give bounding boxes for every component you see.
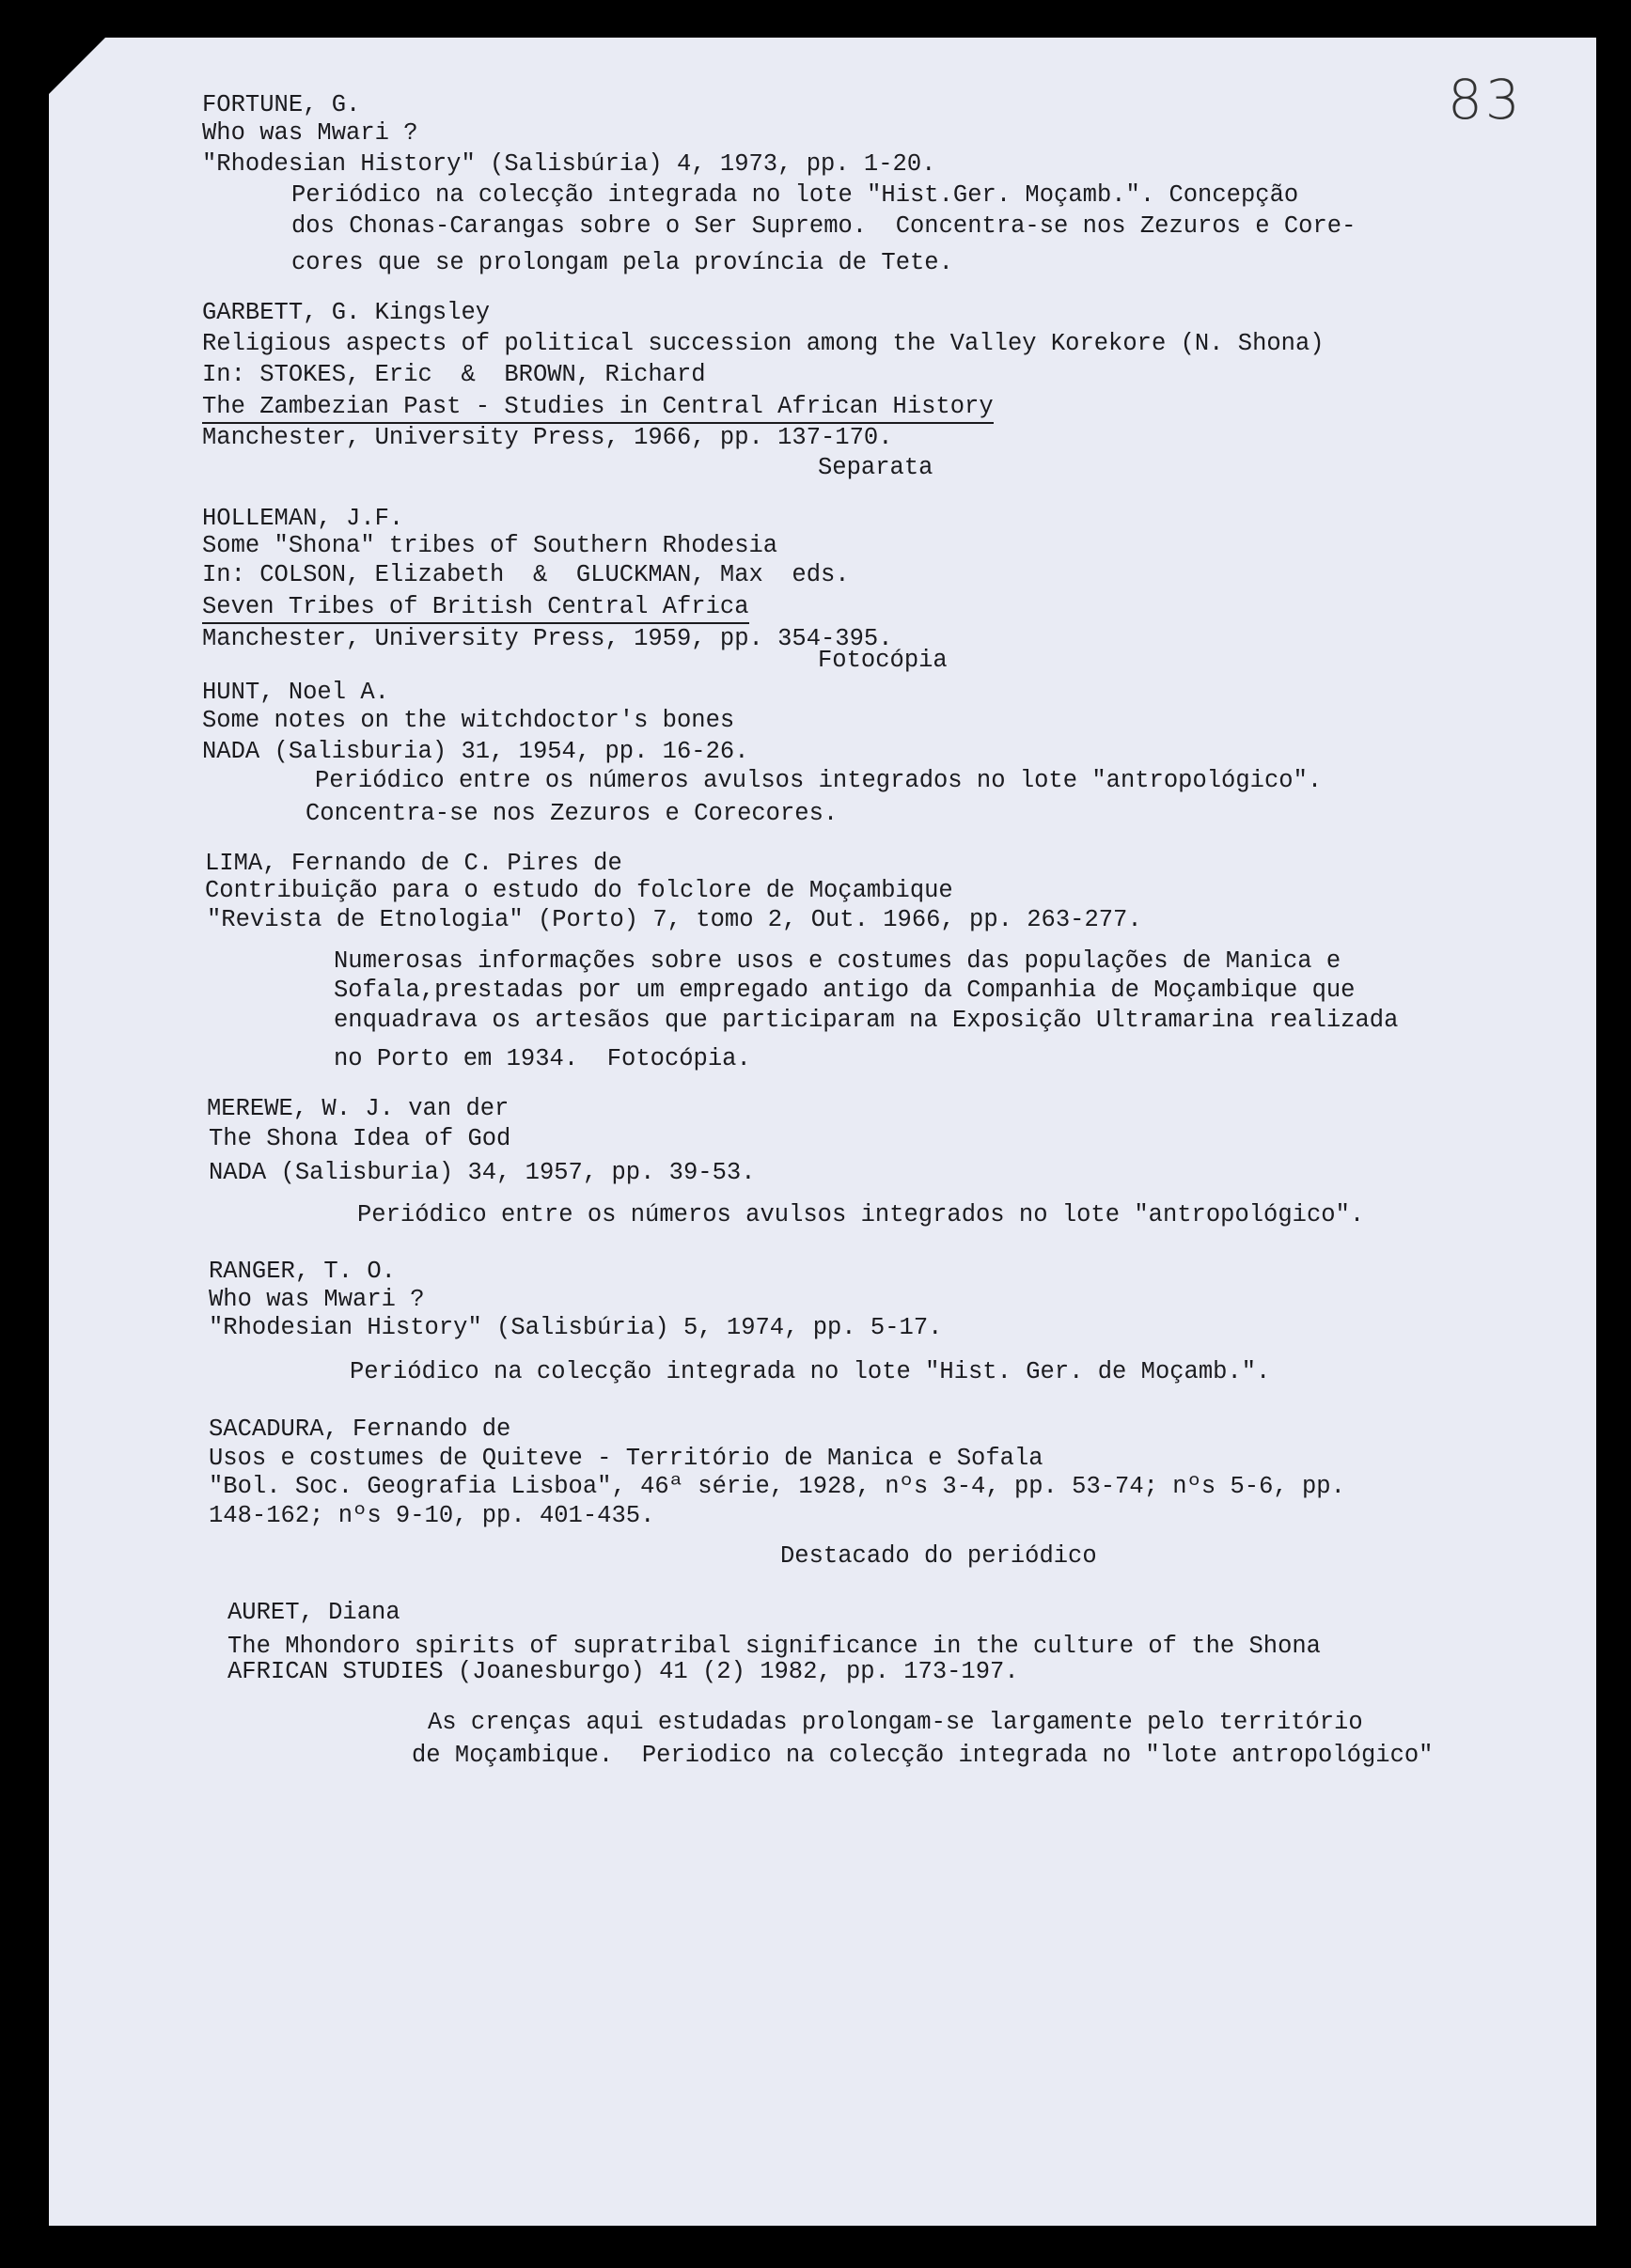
entry-title: Who was Mwari ? [209,1286,425,1313]
entry-note: Fotocópia [818,647,948,674]
entry-note: Destacado do periódico [780,1542,1097,1570]
entry-author: HUNT, Noel A. [202,679,389,706]
entry-note: Periódico na colecção integrada no lote "Hist.Ger. Moçamb.". Concepção [291,181,1299,209]
entry-author: HOLLEMAN, J.F. [202,505,404,532]
entry-author: LIMA, Fernando de C. Pires de [205,850,622,877]
entry-note: Sofala,prestadas por um empregado antigo da Companhia de Moçambique que [334,977,1356,1004]
entry-source: "Rhodesian History" (Salisbúria) 4, 1973, pp. 1-20. [202,150,936,178]
folded-corner [49,38,105,94]
entry-note: Periódico na colecção integrada no lote "Hist. Ger. de Moçamb.". [350,1358,1271,1385]
entry-editors: In: COLSON, Elizabeth & GLUCKMAN, Max eds. [202,561,850,588]
entry-editors: In: STOKES, Eric & BROWN, Richard [202,361,706,388]
entry-author: RANGER, T. O. [209,1258,396,1285]
entry-note: dos Chonas-Carangas sobre o Ser Supremo. Concentra-se nos Zezuros e Core- [291,212,1357,240]
entry-title: Contribuição para o estudo do folclore de Moçambique [205,877,953,904]
entry-source: "Bol. Soc. Geografia Lisboa", 46ª série, 1928, nºs 3-4, pp. 53-74; nºs 5-6, pp. [209,1473,1345,1500]
entry-note: enquadrava os artesãos que participaram na Exposição Ultramarina realizada [334,1007,1399,1034]
entry-note: Separata [818,454,933,481]
entry-note: As crenças aqui estudadas prolongam-se largamente pelo território [428,1709,1363,1736]
page-number: 83 [1448,68,1523,132]
entry-author: AURET, Diana [227,1599,400,1626]
entry-source: AFRICAN STUDIES (Joanesburgo) 41 (2) 1982, pp. 173-197. [227,1658,1019,1685]
entry-book-title: Seven Tribes of British Central Africa [202,593,749,624]
entry-title: Some notes on the witchdoctor's bones [202,707,735,734]
entry-title: The Shona Idea of God [209,1125,511,1152]
entry-author: GARBETT, G. Kingsley [202,299,491,326]
entry-source: "Rhodesian History" (Salisbúria) 5, 1974, pp. 5-17. [209,1314,943,1341]
entry-author: SACADURA, Fernando de [209,1416,511,1443]
entry-title: Usos e costumes de Quiteve - Território de Manica e Sofala [209,1445,1043,1472]
entry-note: Concentra-se nos Zezuros e Corecores. [306,800,839,827]
entry-note: no Porto em 1934. Fotocópia. [334,1045,751,1072]
entry-source: NADA (Salisburia) 34, 1957, pp. 39-53. [209,1159,756,1186]
entry-note: de Moçambique. Periodico na colecção integrada no "lote antropológico" [412,1742,1434,1769]
entry-title: The Mhondoro spirits of supratribal significance in the culture of the Shona [227,1633,1321,1660]
entry-title: Some "Shona" tribes of Southern Rhodesia [202,532,778,559]
entry-source: Manchester, University Press, 1966, pp. 137-170. [202,424,893,451]
entry-source: Manchester, University Press, 1959, pp. 354-395. [202,625,893,652]
entry-source: 148-162; nºs 9-10, pp. 401-435. [209,1502,655,1529]
entry-author: MEREWE, W. J. van der [207,1095,510,1122]
entry-note: cores que se prolongam pela província de Tete. [291,249,953,276]
entry-note: Periódico entre os números avulsos integrados no lote "antropológico". [357,1201,1365,1228]
entry-note: Numerosas informações sobre usos e costumes das populações de Manica e [334,947,1341,975]
entry-note: Periódico entre os números avulsos integrados no lote "antropológico". [315,767,1323,794]
entry-source: NADA (Salisburia) 31, 1954, pp. 16-26. [202,738,749,765]
entry-source: "Revista de Etnologia" (Porto) 7, tomo 2, Out. 1966, pp. 263-277. [207,906,1142,933]
entry-title: Who was Mwari ? [202,119,418,147]
entry-book-title: The Zambezian Past - Studies in Central African History [202,393,994,424]
entry-title: Religious aspects of political succession among the Valley Korekore (N. Shona) [202,330,1325,357]
entry-author: FORTUNE, G. [202,91,361,118]
